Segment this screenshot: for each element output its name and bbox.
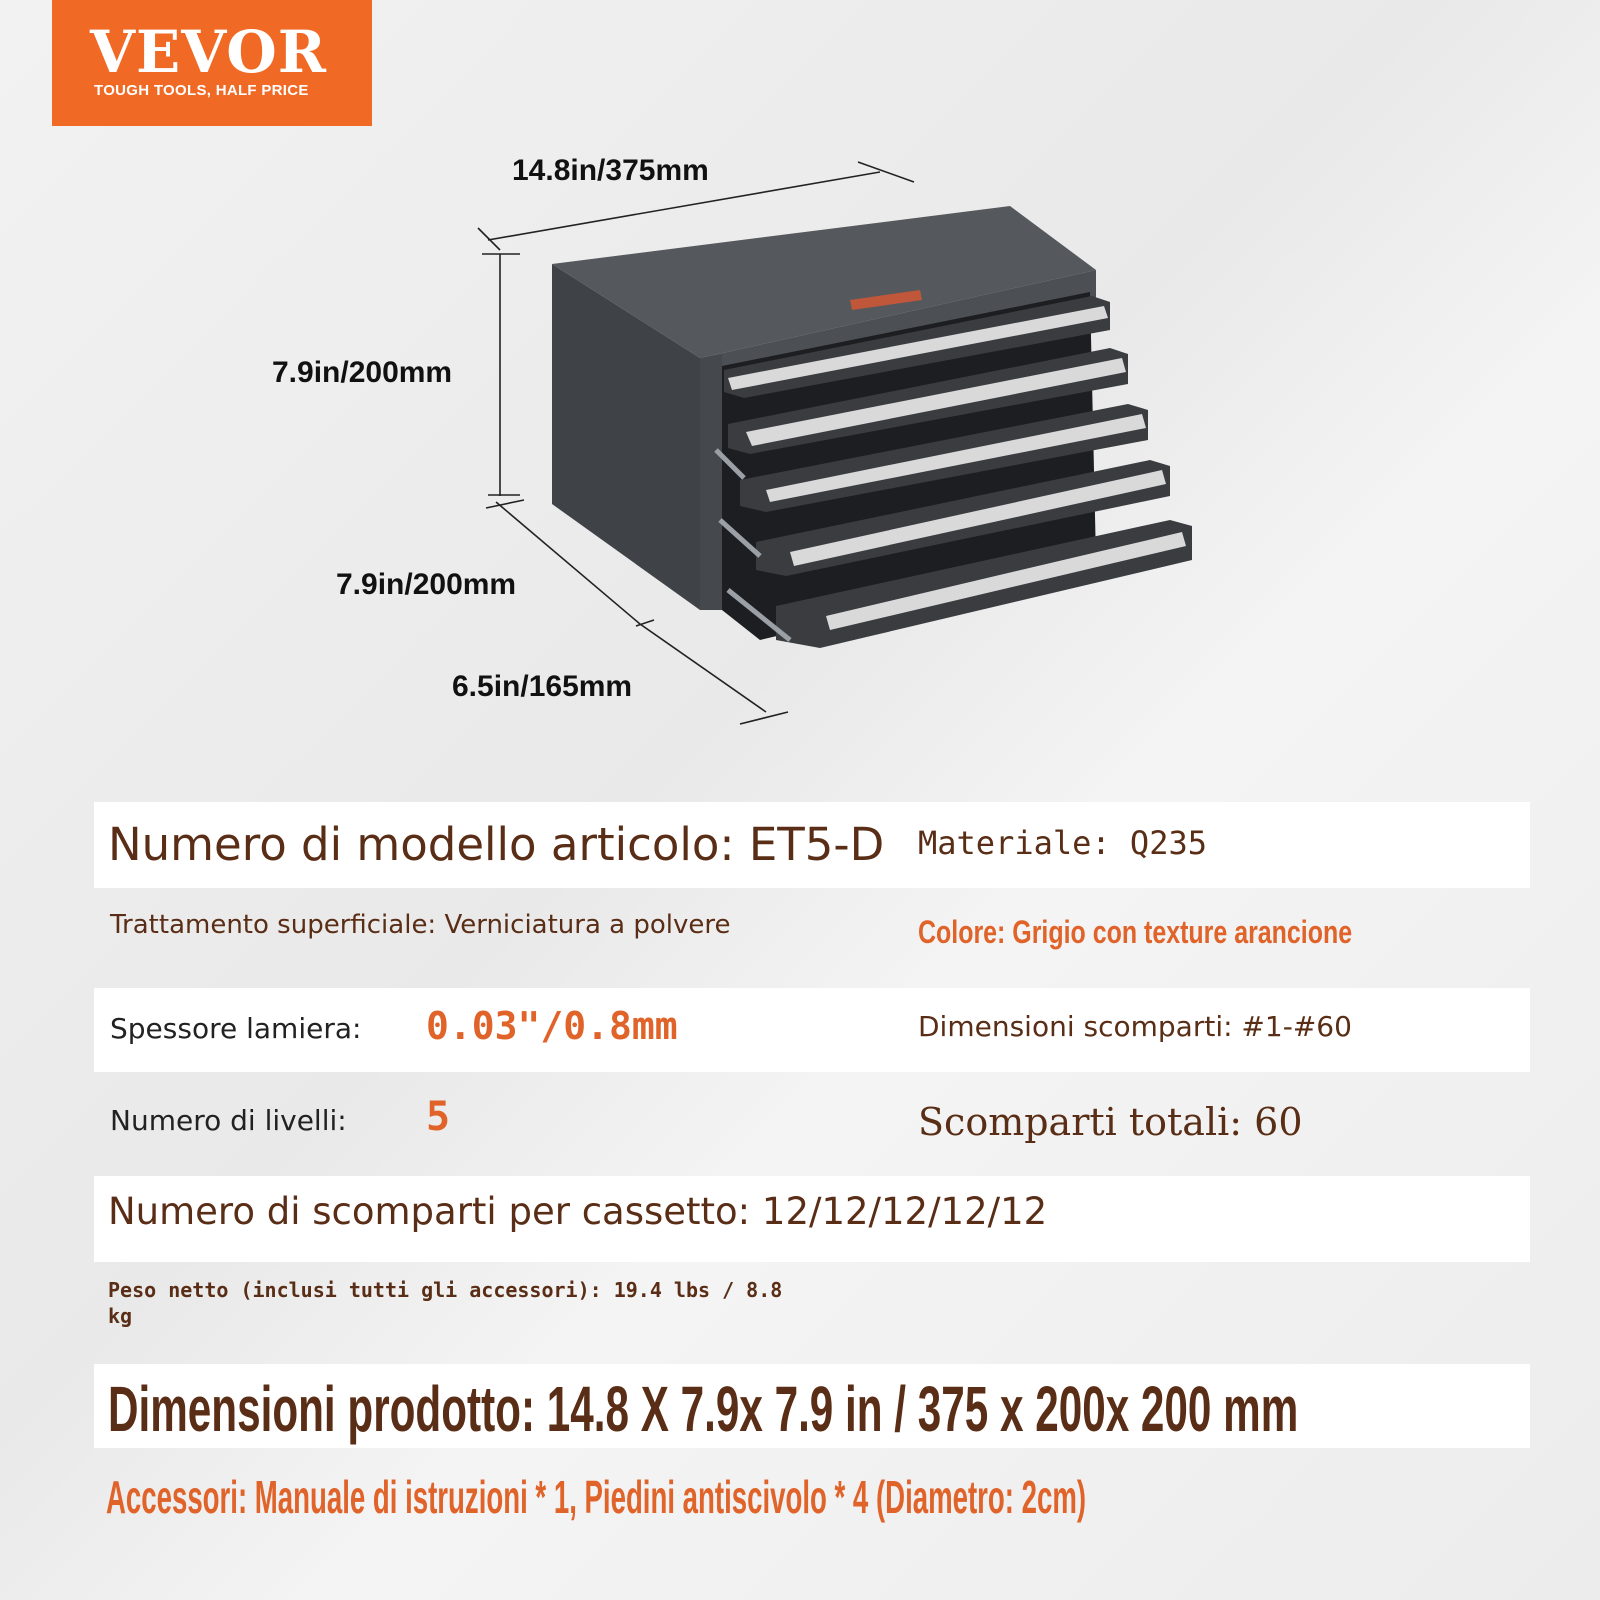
extension-label: 6.5in/165mm xyxy=(452,670,633,703)
height-label: 7.9in/200mm xyxy=(272,356,453,389)
width-label: 14.8in/375mm xyxy=(512,154,709,187)
material: Materiale: Q235 xyxy=(918,824,1207,862)
accessories: Accessori: Manuale di istruzioni * 1, Piedini antiscivolo * 4 (Diametro: 2cm) xyxy=(106,1471,1087,1523)
product-dimensions: Dimensioni prodotto: 14.8 X 7.9x 7.9 in / 375 x 200x 200 mm xyxy=(108,1373,1299,1445)
color-spec: Colore: Grigio con texture arancione xyxy=(918,914,1353,950)
compartment-size: Dimensioni scomparti: #1-#60 xyxy=(918,1010,1352,1043)
brand-name: VEVOR xyxy=(90,18,327,86)
compartments-per-drawer: Numero di scomparti per cassetto: 12/12/12/12/12 xyxy=(108,1190,1048,1233)
net-weight-line-2: kg xyxy=(108,1304,133,1328)
levels-label: Numero di livelli: xyxy=(110,1104,347,1137)
extension-dimension-line xyxy=(640,624,766,712)
net-weight-line-1: Peso netto (inclusi tutti gli accessori): 19.4 lbs / 8.8 xyxy=(108,1278,783,1302)
levels-value: 5 xyxy=(426,1094,451,1140)
thickness-value: 0.03"/0.8mm xyxy=(426,1004,678,1048)
brand-tagline: TOUGH TOOLS, HALF PRICE xyxy=(94,82,309,99)
total-compartments: Scomparti totali: 60 xyxy=(918,1100,1303,1144)
product-illustration xyxy=(0,0,1600,760)
depth-label: 7.9in/200mm xyxy=(336,568,517,601)
thickness-label: Spessore lamiera: xyxy=(110,1012,362,1045)
surface-treatment: Trattamento superficiale: Verniciatura a polvere xyxy=(110,910,731,940)
model-number: Numero di modello articolo: ET5-D xyxy=(108,818,885,871)
